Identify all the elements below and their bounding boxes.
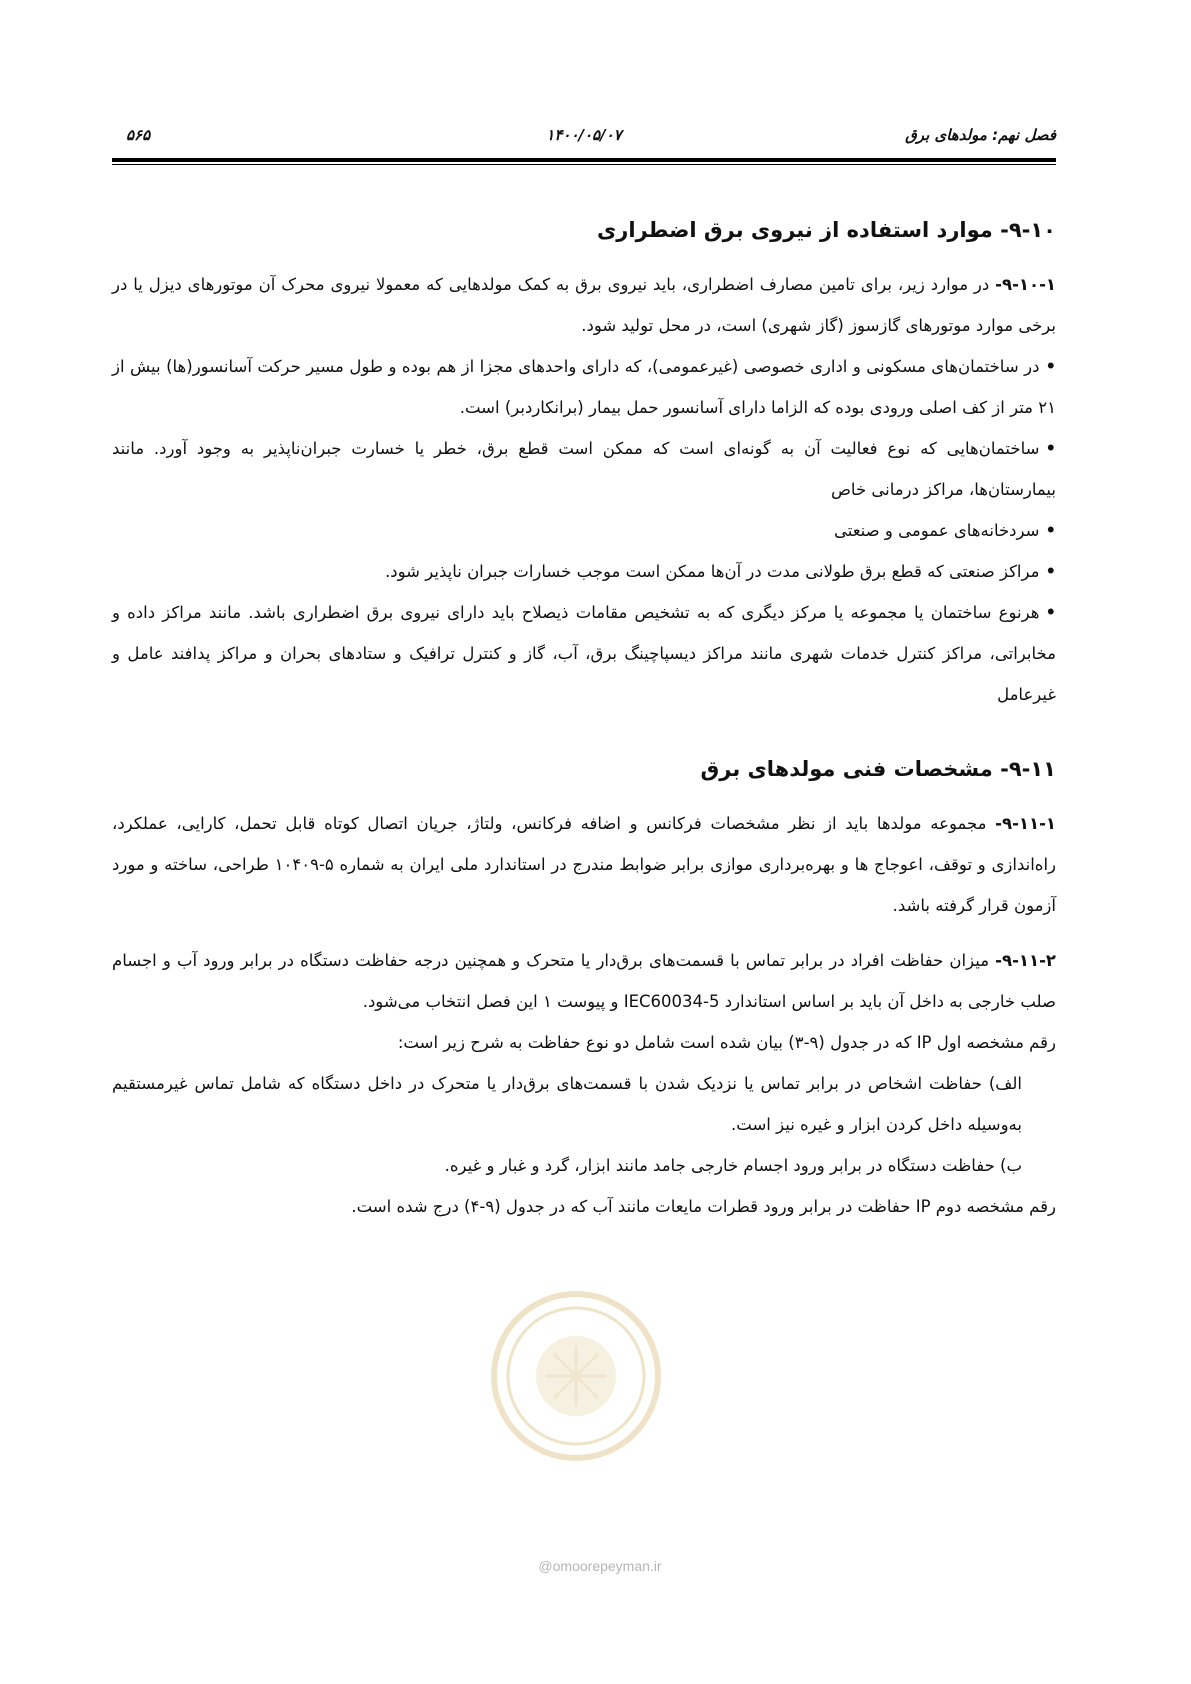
- list-item-a: الف) حفاظت اشخاص در برابر تماس یا نزدیک شدن با قسمت‌های برق‌دار یا متحرک در داخل دستگاه که شامل تماس غیرمستقیم به‌وسیله داخل کردن ابزار و غیره نیز است.: [112, 1074, 1022, 1134]
- section-heading-9-11: ۹-۱۱- مشخصات فنی مولدهای برق: [700, 757, 1056, 781]
- list-item-b: ب) حفاظت دستگاه در برابر ورود اجسام خارجی جامد مانند ابزار، گرد و غبار و غیره.: [444, 1156, 1022, 1175]
- bullet-item: •مراکز صنعتی که قطع برق طولانی مدت در آن‌ها ممکن است موجب خسارات جبران ناپذیر شود.: [385, 562, 1056, 581]
- paragraph-9-10-1: [112, 264, 1056, 346]
- page-header: [112, 126, 1056, 150]
- header-date: ۱۴۰۰/۰۵/۰۷: [546, 126, 622, 144]
- watermark-text: @omoorepeyman.ir: [538, 1558, 662, 1574]
- header-rule-thick: [112, 158, 1056, 162]
- bullet-text: مراکز صنعتی که قطع برق طولانی مدت در آن‌ها ممکن است موجب خسارات جبران ناپذیر شود.: [385, 562, 1040, 581]
- paragraph-number: ۹-۱۰-۱-: [995, 275, 1056, 294]
- bullet-text: در ساختمان‌های مسکونی و اداری خصوصی (غیرعمومی)، که دارای واحدهای مجزا از هم بوده و طول مسیر حرکت آسانسور(ها) بیش از ۲۱ متر از کف اصلی ورودی بوده که الزاما دارای آسانسور حمل بیمار (برانکاردبر) است.: [112, 357, 1056, 417]
- bullet-item: •سردخانه‌های عمومی و صنعتی: [833, 521, 1056, 540]
- paragraph-9-11-1: [112, 803, 1056, 926]
- chapter-title: فصل نهم: مولدهای برق: [905, 126, 1056, 144]
- paragraph-number: ۹-۱۱-۱-: [995, 814, 1056, 833]
- section-heading-9-10: ۹-۱۰- موارد استفاده از نیروی برق اضطراری: [597, 218, 1056, 242]
- paragraph-number: ۹-۱۱-۲-: [995, 951, 1056, 970]
- bullet-text: هرنوع ساختمان یا مجموعه یا مرکز دیگری که به تشخیص مقامات ذیصلاح باید دارای نیروی برق اضطراری باشد. مانند مراکز داده و مخابراتی، مراکز کنترل خدمات شهری مانند مراکز دیسپاچینگ برق، آب، گاز و کنترل ترافیک و ستادهای بحران و مراکز پدافند عامل و غیرعامل: [112, 603, 1056, 704]
- bullet-text: سردخانه‌های عمومی و صنعتی: [833, 521, 1040, 540]
- page-number: ۵۶۵: [126, 126, 151, 144]
- bullet-item: •ساختمان‌هایی که نوع فعالیت آن به گونه‌ای است که ممکن است قطع برق، خطر یا خسارت جبران‌ناپذیر به وجود آورد. مانند بیمارستان‌ها، مراکز درمانی خاص: [112, 439, 1056, 499]
- bullet-item: •هرنوع ساختمان یا مجموعه یا مرکز دیگری که به تشخیص مقامات ذیصلاح باید دارای نیروی برق اضطراری باشد. مانند مراکز داده و مخابراتی، مراکز کنترل خدمات شهری مانند مراکز دیسپاچینگ برق، آب، گاز و کنترل ترافیک و ستادهای بحران و مراکز پدافند عامل و غیرعامل: [112, 603, 1056, 704]
- header-rule-thin: [112, 164, 1056, 165]
- watermark-seal-icon: [488, 1288, 664, 1464]
- paragraph-text: در موارد زیر، برای تامین مصارف اضطراری، باید نیروی برق به کمک مولدهایی که معمولا نیروی محرک آن موتورهای دیزل یا در برخی موارد موتورهای گازسوز (گاز شهری) است، در محل تولید شود.: [112, 275, 1056, 335]
- paragraph-text: میزان حفاظت افراد در برابر تماس با قسمت‌های برق‌دار یا متحرک و همچنین درجه حفاظت دستگاه در برابر ورود آب و اجسام صلب خارجی به داخل آن باید بر اساس استاندارد IEC60034-5 و پیوست ۱ این فصل انتخاب می‌شود.: [112, 951, 1056, 1011]
- page-body: [112, 210, 1056, 1227]
- paragraph-text: مجموعه مولدها باید از نظر مشخصات فرکانس و اضافه فرکانس، ولتاژ، جریان اتصال کوتاه قابل تحمل، کارایی، عملکرد، راه‌اندازی و توقف، اعوجاج ها و بهره‌برداری موازی برابر ضوابط مندرج در استاندارد ملی ایران به شماره ۵-۱۰۴۰۹ طراحی، ساخته و مورد آزمون قرار گرفته باشد.: [112, 814, 1056, 915]
- paragraph-ip-first-digit: رقم مشخصه اول IP که در جدول (۹-۳) بیان شده است شامل دو نوع حفاظت به شرح زیر است:: [397, 1033, 1056, 1052]
- bullet-item: •در ساختمان‌های مسکونی و اداری خصوصی (غیرعمومی)، که دارای واحدهای مجزا از هم بوده و طول مسیر حرکت آسانسور(ها) بیش از ۲۱ متر از کف اصلی ورودی بوده که الزاما دارای آسانسور حمل بیمار (برانکاردبر) است.: [112, 357, 1056, 417]
- bullet-text: ساختمان‌هایی که نوع فعالیت آن به گونه‌ای است که ممکن است قطع برق، خطر یا خسارت جبران‌ناپذیر به وجود آورد. مانند بیمارستان‌ها، مراکز درمانی خاص: [112, 439, 1056, 499]
- paragraph-9-11-2: [112, 940, 1056, 1022]
- paragraph-ip-second-digit: رقم مشخصه دوم IP حفاظت در برابر ورود قطرات مایعات مانند آب که در جدول (۹-۴) درج شده است.: [351, 1197, 1056, 1216]
